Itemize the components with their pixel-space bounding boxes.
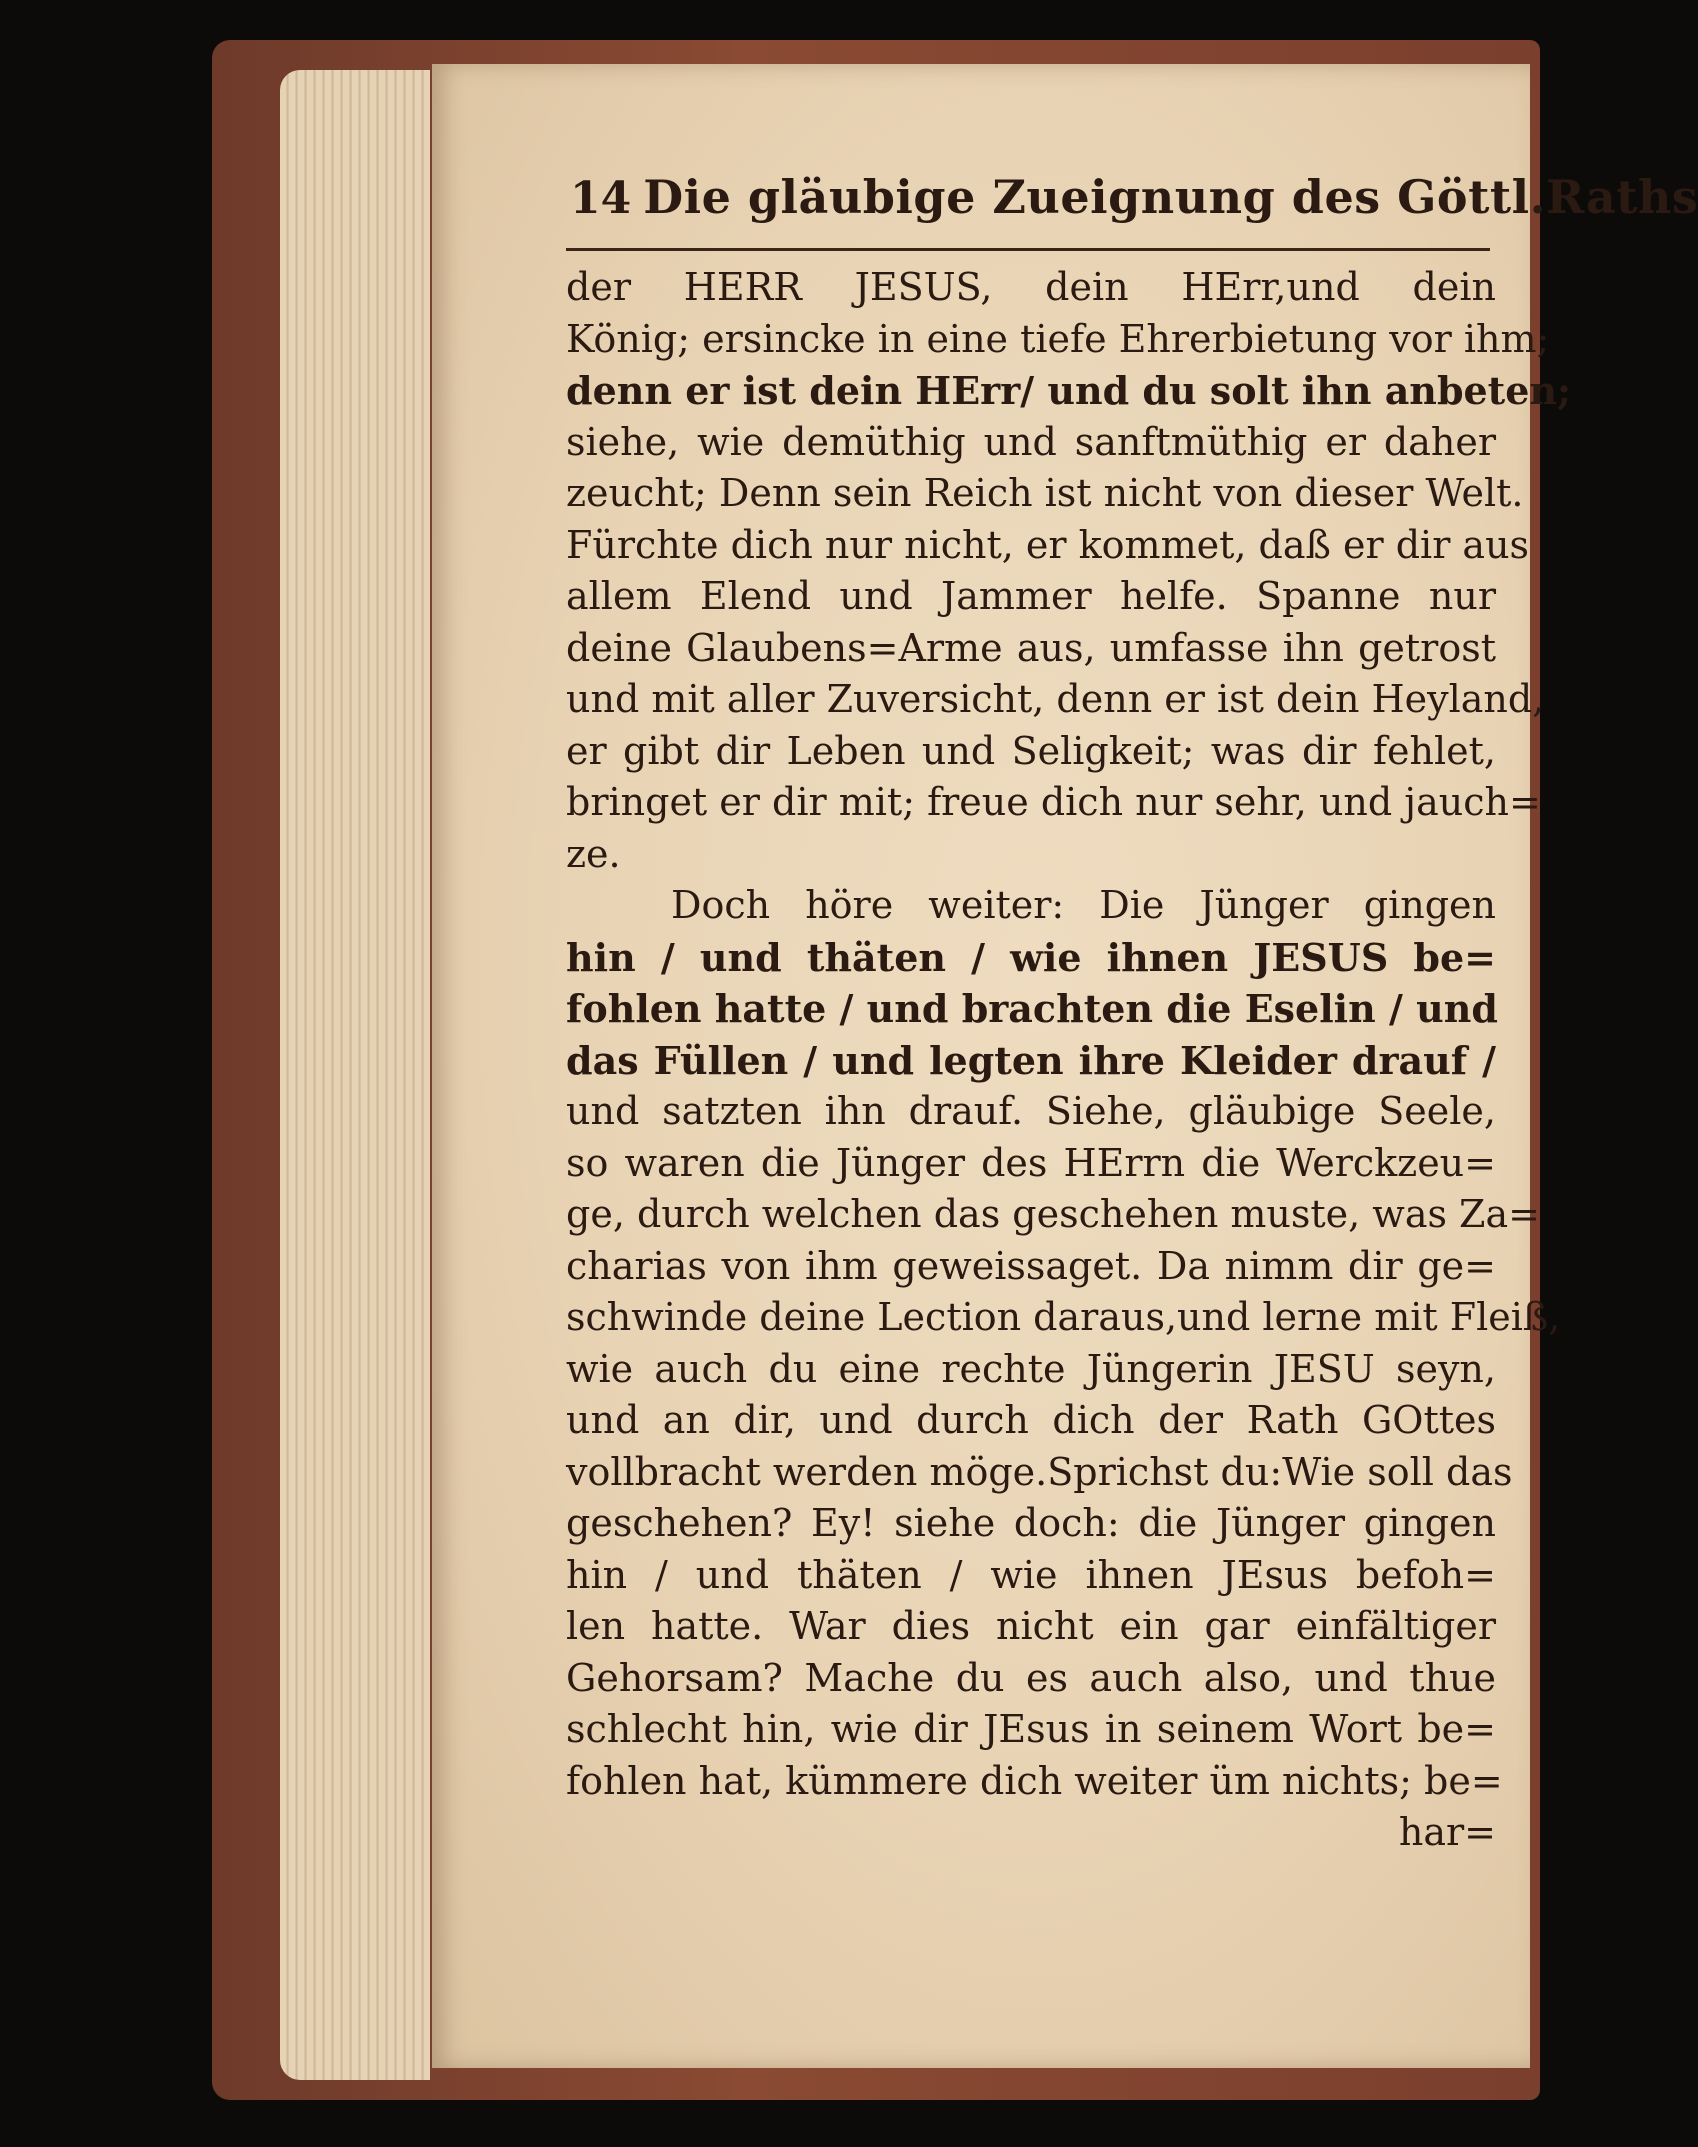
text-line: zeucht; Denn sein Reich ist nicht von dieser Welt.: [566, 471, 1524, 515]
header-rule: [566, 248, 1490, 251]
text-line: der HERR JESUS, dein HErr,und dein: [566, 265, 1496, 309]
text-line: so waren die Jünger des HErrn die Werckzeu=: [566, 1140, 1496, 1185]
text-line: schlecht hin, wie dir JEsus in seinem Wort be=: [566, 1707, 1496, 1751]
text-line: geschehen? Ey! siehe doch: die Jünger gingen: [566, 1501, 1496, 1545]
text-line: siehe, wie demüthig und sanftmüthig er daher: [566, 419, 1496, 464]
text-line: deine Glaubens=Arme aus, umfasse ihn getrost: [566, 625, 1496, 670]
text-line: und an dir, und durch dich der Rath GOttes: [566, 1398, 1496, 1442]
text-line: Gehorsam? Mache du es auch also, und thue: [566, 1655, 1496, 1700]
text-line: hin / und thäten / wie ihnen JESUS be=: [566, 934, 1496, 980]
text-line: denn er ist dein HErr/ und du solt ihn anbeten;: [566, 368, 1572, 413]
catchword: har=: [1398, 1810, 1496, 1854]
page-number: 14: [570, 173, 632, 224]
text-line: bringet er dir mit; freue dich nur sehr, und jauch=: [566, 780, 1541, 824]
text-line: ge, durch welchen das geschehen muste, was Za=: [566, 1192, 1540, 1236]
text-line: allem Elend und Jammer helfe. Spanne nur: [566, 574, 1496, 618]
text-line: das Füllen / und legten ihre Kleider drauf /: [566, 1037, 1496, 1083]
text-line: König; ersincke in eine tiefe Ehrerbietung vor ihm;: [566, 316, 1550, 361]
text-line: fohlen hat, kümmere dich weiter üm nichts; be=: [566, 1758, 1503, 1803]
body-text: [566, 262, 1572, 1859]
text-line: fohlen hatte / und brachten die Eselin / und: [566, 986, 1498, 1031]
running-head-title: Die gläubige Zueignung des Göttl.Raths: [643, 170, 1698, 224]
text-line: hin / und thäten / wie ihnen JEsus befoh=: [566, 1552, 1496, 1597]
text-line: und satzten ihn drauf. Siehe, gläubige Seele,: [566, 1089, 1496, 1133]
text-line: und mit aller Zuversicht, denn er ist dein Heyland,: [566, 677, 1545, 721]
text-line: vollbracht werden möge.Sprichst du:Wie soll das: [566, 1449, 1513, 1494]
text-line: wie auch du eine rechte Jüngerin JESU seyn,: [566, 1346, 1496, 1391]
text-line: er gibt dir Leben und Seligkeit; was dir fehlet,: [566, 728, 1496, 773]
text-line: Fürchte dich nur nicht, er kommet, daß er dir aus: [566, 522, 1530, 567]
text-line: ze.: [566, 831, 621, 876]
page-edges: [280, 70, 430, 2080]
text-line: len hatte. War dies nicht ein gar einfältiger: [566, 1604, 1496, 1648]
text-line: schwinde deine Lection daraus,und lerne mit Fleiß,: [566, 1295, 1561, 1339]
text-line: charias von ihm geweissaget. Da nimm dir ge=: [566, 1243, 1496, 1288]
running-head: [570, 170, 1698, 250]
text-line: Doch höre weiter: Die Jünger gingen: [671, 883, 1496, 927]
